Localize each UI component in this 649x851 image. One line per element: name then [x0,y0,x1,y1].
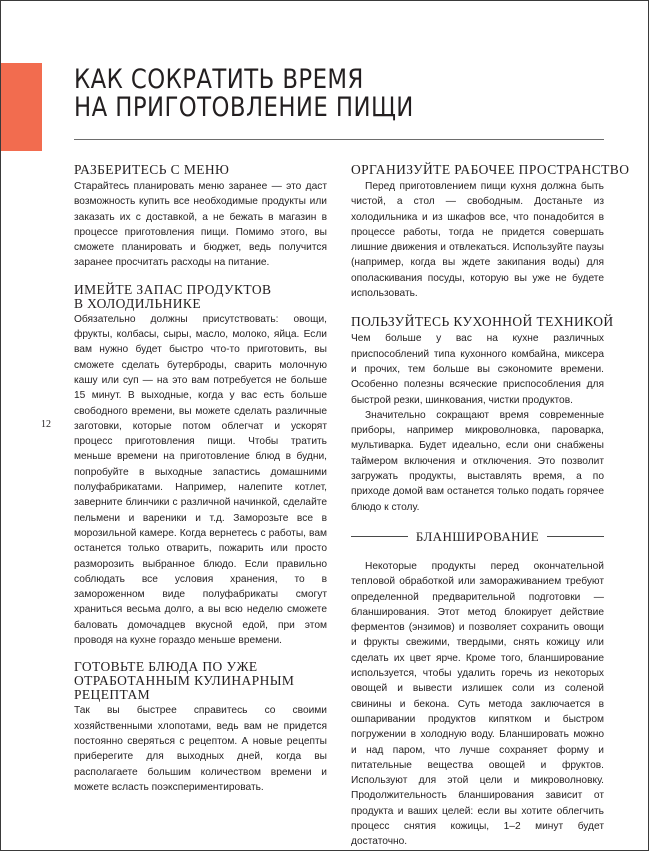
left-column [74,163,327,795]
blanching-divider-heading [351,529,604,545]
section-fridge [74,283,327,649]
heading-line: В ХОЛОДИЛЬНИКЕ [74,295,201,311]
heading-line: ОТРАБОТАННЫМ КУЛИНАРНЫМ [74,673,295,689]
section-heading [74,660,327,702]
heading-line: ПОЛЬЗУЙТЕСЬ КУХОННОЙ ТЕХНИКОЙ [351,314,614,330]
right-column [351,162,630,850]
heading-line: РЕЦЕПТАМ [74,687,151,703]
page-title-line-1: КАК СОКРАТИТЬ ВРЕМЯ [74,64,364,95]
page-title [74,66,414,122]
section-text: Перед приготовлением пищи кухня должна быть чистой, а стол — свободным. Достаньте из холодильника и из шкафов все, что понадобится в процессе работы, тогда не придется совершать лишние движения и отвлекаться. Используйте паузы (например, когда вы ждете закипания воды) для ополаскивания посуды, которую вы уже не будете использовать. [351,181,604,300]
heading-line: ГОТОВЬТЕ БЛЮДА ПО УЖЕ [74,659,258,675]
section-heading [74,163,327,177]
divider-line [351,536,408,537]
section-text: Обязательно должны присутствовать: овощи, фрукты, колбасы, сыры, масло, молоко, яйца. Если вам нужно будет быстро что-то приготовить, вы сможете сделать бутерброды, сварить молочную кашу или суп — на это вам потребуется не больше 15 минут. В выходные, когда у вас есть больше свободного времени, вы можете сделать различные заготовки, которые потом облегчат и ускорят процесс приготовления пищи. Чтобы тратить меньше времени на приготовление блюд в будни, попробуйте в выходные запастись домашними полуфабрикатами. Например, налепите котлет, заверните блинчики с различной начинкой, сделайте пельмени и вареники и т.д. Заморозьте все в морозильной камере. Когда вернетесь с работы, вам останется только отварить, пожарить или просто разморозить выбранное блюдо. Если правильно соблюдать все условия хранения, то в замороженном виде полуфабрикаты смогут храниться весьма долго, а вы всю неделю сможете баловать домочадцев вкусной едой, при этом проводя на кухне гораздо меньше времени. [74,313,327,647]
section-heading [351,314,614,330]
divider-line [547,536,604,537]
section-text: Чем больше у вас на кухне различных приспособлений типа кухонного комбайна, миксера и прочих, тем больше вы сэкономите времени. Особенно полезны всяческие приспособления для быстрой резки, шинкования, чистки продуктов. [351,333,604,406]
section-workspace [351,162,630,301]
section-recipes [74,660,327,795]
page-title-line-2: НА ПРИГОТОВЛЕНИЕ ПИЩИ [74,92,414,123]
heading-line: ОРГАНИЗУЙТЕ РАБОЧЕЕ ПРОСТРАНСТВО [351,162,630,177]
section-menu [74,163,327,271]
section-blanching [351,529,604,850]
heading-line: ИМЕЙТЕ ЗАПАС ПРОДУКТОВ [74,281,272,297]
title-rule [74,139,604,140]
section-appliances [351,314,614,515]
section-heading [351,162,630,177]
section-text: Так вы быстрее справитесь со своими хозяйственными хлопотами, ведь вам не придется постоянно сверяться с рецептом. А новые рецепты приберегите для выходных дней, когда вы располагаете большим количеством времени и можете всласть поэкспериментировать. [74,705,327,793]
section-text: Некоторые продукты перед окончательной тепловой обработкой или замораживанием требуют определенной предварительной подготовки — бланширования. Этот метод блокирует действие ферментов (энзимов) и позволяет сохранить овощи и фрукты свежими, твердыми, снять кожицу или сделать их цвет ярче. Кроме того, бланширование используется, чтобы удалить горечь из некоторых овощей и вывести излишек соли из соленой свинины и бекона. Суть метода заключается в ошпаривании продуктов кипятком и быстром погружении в холодную воду. Бланшировать можно и над паром, что лучше сохраняет форму и питательные вещества овощей и фруктов. Используют для этой цели и микроволновку. Продолжительность бланширования зависит от продукта и ваших целей: если вы хотите облегчить процесс снятия кожицы, 1–2 минут будет достаточно. [351,560,604,848]
heading-line: РАЗБЕРИТЕСЬ С МЕНЮ [74,162,230,177]
blanching-heading: БЛАНШИРОВАНИЕ [415,528,540,544]
section-text: Старайтесь планировать меню заранее — это даст возможность купить все необходимые продукты или заказать их с доставкой, а не бежать в магазин в процессе приготовления пищи. Помимо этого, вы сможете планировать и бюджет, ведь получится заранее просчитать расходы на питание. [74,181,327,269]
page-number: 12 [41,419,51,430]
section-heading [74,283,327,311]
accent-bar [1,63,42,151]
section-text: Значительно сокращают время современные приборы, например микроволновка, пароварка, мультиварка. Будет идеально, если они снабжены таймером включения и отключения. Это позволит загружать продукты, выставлять время, а по приходе домой вам останется только подать горячее блюдо к столу. [351,409,604,513]
